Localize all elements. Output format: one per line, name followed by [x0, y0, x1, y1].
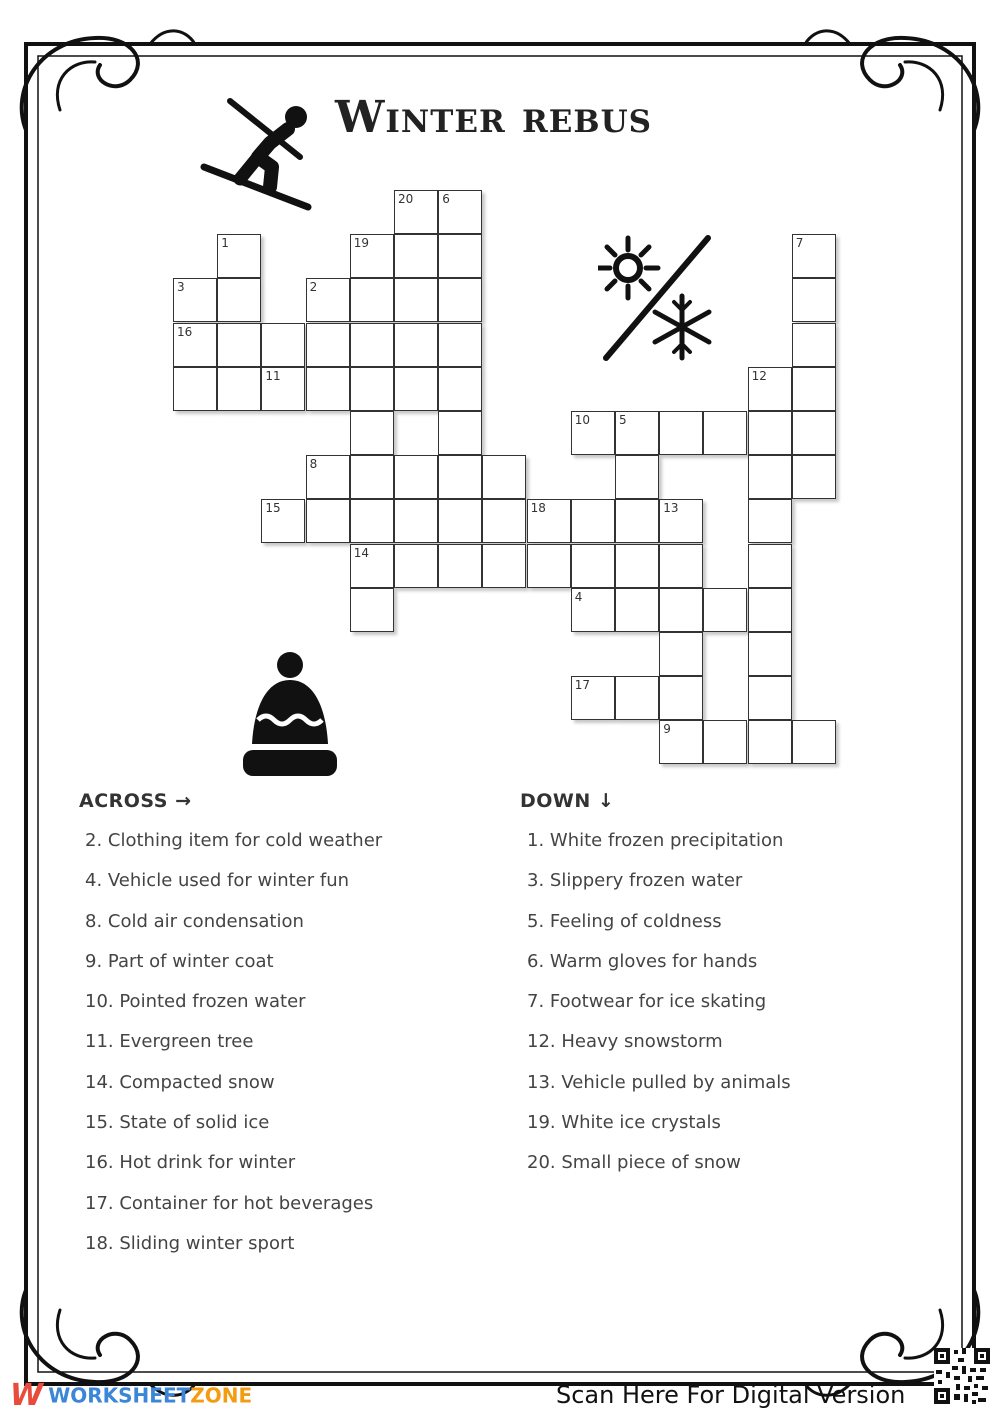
grid-cell[interactable]	[217, 367, 261, 411]
grid-cell[interactable]	[792, 278, 836, 322]
arrow-down-icon: ↓	[597, 790, 615, 812]
across-clue: 9. Part of winter coat	[85, 950, 274, 972]
grid-cell[interactable]	[659, 588, 703, 632]
down-clue: 13. Vehicle pulled by animals	[527, 1071, 791, 1093]
grid-cell-number: 1	[221, 236, 229, 251]
across-clue: 2. Clothing item for cold weather	[85, 830, 383, 851]
grid-cell[interactable]	[748, 367, 792, 411]
grid-cell[interactable]	[703, 720, 747, 764]
grid-cell[interactable]	[394, 544, 438, 588]
grid-cell[interactable]	[306, 323, 350, 367]
grid-cell-number: 15	[265, 501, 281, 516]
sun-snowflake-icon	[598, 232, 716, 364]
grid-cell[interactable]	[659, 411, 703, 455]
worksheetzone-logo[interactable]	[10, 1378, 252, 1413]
grid-cell[interactable]	[306, 367, 350, 411]
grid-cell[interactable]	[748, 676, 792, 720]
down-heading: DOWN ↓	[520, 790, 615, 812]
grid-cell[interactable]	[350, 455, 394, 499]
grid-cell-number: 16	[177, 324, 193, 339]
grid-cell[interactable]	[748, 411, 792, 455]
grid-cell-number: 2	[309, 280, 318, 295]
grid-cell[interactable]	[659, 499, 703, 543]
grid-cell-number: 18	[530, 501, 546, 516]
grid-cell[interactable]	[438, 544, 482, 588]
grid-cell[interactable]	[394, 367, 438, 411]
grid-cell[interactable]	[748, 499, 792, 543]
grid-cell[interactable]	[792, 367, 836, 411]
grid-cell[interactable]	[792, 411, 836, 455]
across-clue: 8. Cold air condensation	[85, 910, 304, 932]
across-clue: 18. Sliding winter sport	[85, 1232, 295, 1254]
grid-cell[interactable]	[394, 278, 438, 322]
grid-cell[interactable]	[571, 676, 615, 720]
grid-cell[interactable]	[350, 499, 394, 543]
down-clue: 7. Footwear for ice skating	[527, 991, 767, 1013]
across-clue: 10. Pointed frozen water	[85, 991, 306, 1013]
grid-cell[interactable]	[350, 588, 394, 632]
grid-cell[interactable]	[659, 720, 703, 764]
grid-cell[interactable]	[173, 323, 217, 367]
grid-cell[interactable]	[792, 455, 836, 499]
grid-cell[interactable]	[438, 323, 482, 367]
across-clue-list	[85, 830, 382, 1273]
grid-cell[interactable]	[748, 544, 792, 588]
grid-cell[interactable]	[792, 720, 836, 764]
grid-cell-number: 8	[309, 457, 318, 472]
grid-cell-number: 11	[265, 368, 281, 383]
down-clue: 1. White frozen precipitation	[527, 830, 784, 851]
grid-cell[interactable]	[306, 455, 350, 499]
grid-cell[interactable]	[527, 499, 571, 543]
scan-text: Scan Here For Digital Version	[556, 1381, 906, 1409]
grid-cell[interactable]	[173, 278, 217, 322]
across-clue: 16. Hot drink for winter	[85, 1152, 296, 1174]
grid-cell[interactable]	[217, 234, 261, 278]
grid-cell-number: 10	[574, 413, 591, 427]
grid-cell[interactable]	[350, 323, 394, 367]
grid-cell[interactable]	[438, 367, 482, 411]
grid-cell[interactable]	[261, 323, 305, 367]
grid-cell[interactable]	[350, 278, 394, 322]
across-clue: 14. Compacted snow	[85, 1071, 275, 1093]
grid-cell[interactable]	[394, 455, 438, 499]
across-clue: 11. Evergreen tree	[85, 1031, 254, 1053]
grid-cell[interactable]	[217, 278, 261, 322]
down-clue: 20. Small piece of snow	[527, 1152, 741, 1174]
winter-hat-icon	[240, 648, 340, 778]
grid-cell-number: 7	[795, 236, 804, 251]
grid-cell[interactable]	[571, 544, 615, 588]
grid-cell[interactable]	[703, 411, 747, 455]
grid-cell[interactable]	[659, 676, 703, 720]
grid-cell[interactable]	[438, 278, 482, 322]
grid-cell[interactable]	[350, 234, 394, 278]
grid-cell[interactable]	[748, 455, 792, 499]
grid-cell[interactable]	[571, 588, 615, 632]
grid-cell-number: 20	[398, 192, 414, 206]
grid-cell-number: 4	[574, 589, 583, 604]
grid-cell-number: 9	[663, 722, 671, 737]
grid-cell[interactable]	[438, 234, 482, 278]
grid-cell[interactable]	[792, 323, 836, 367]
grid-cell[interactable]	[703, 588, 747, 632]
grid-cell[interactable]	[615, 676, 659, 720]
grid-cell[interactable]	[350, 367, 394, 411]
grid-cell[interactable]	[306, 278, 350, 322]
grid-cell[interactable]	[482, 455, 526, 499]
grid-cell[interactable]	[217, 323, 261, 367]
grid-cell-number: 19	[353, 236, 370, 251]
grid-cell[interactable]	[615, 499, 659, 543]
across-clue: 4. Vehicle used for winter fun	[85, 870, 350, 892]
across-clue: 15. State of solid ice	[85, 1112, 270, 1134]
grid-cell[interactable]	[350, 411, 394, 455]
grid-cell[interactable]	[615, 588, 659, 632]
grid-cell[interactable]	[615, 544, 659, 588]
grid-cell[interactable]	[350, 544, 394, 588]
grid-cell[interactable]	[438, 411, 482, 455]
grid-cell[interactable]	[173, 367, 217, 411]
grid-cell-number: 14	[353, 545, 370, 560]
brand-text-worksheet: WORKSHEET	[48, 1383, 191, 1408]
page-title: Winter rebus	[335, 92, 653, 143]
across-clue: 17. Container for hot beverages	[85, 1192, 374, 1214]
grid-cell[interactable]	[748, 720, 792, 764]
down-clue: 6. Warm gloves for hands	[527, 950, 758, 972]
grid-cell[interactable]	[394, 323, 438, 367]
grid-cell[interactable]	[306, 499, 350, 543]
grid-cell[interactable]	[659, 544, 703, 588]
grid-cell-number: 12	[751, 368, 767, 383]
down-clue: 19. White ice crystals	[527, 1112, 721, 1134]
grid-cell[interactable]	[394, 499, 438, 543]
grid-cell-number: 6	[442, 192, 450, 206]
grid-cell[interactable]	[261, 499, 305, 543]
qr-code-icon[interactable]	[934, 1348, 990, 1404]
grid-cell[interactable]	[615, 455, 659, 499]
grid-cell[interactable]	[438, 499, 482, 543]
brand-text-zone: ZONE	[190, 1383, 253, 1408]
down-clue-list	[527, 830, 791, 1193]
grid-cell[interactable]	[659, 632, 703, 676]
grid-cell[interactable]	[438, 455, 482, 499]
grid-cell[interactable]	[748, 632, 792, 676]
grid-cell-number: 13	[663, 501, 679, 516]
grid-cell[interactable]	[394, 234, 438, 278]
grid-cell[interactable]	[394, 190, 438, 234]
skier-icon	[200, 95, 315, 215]
grid-cell[interactable]	[571, 411, 615, 455]
grid-cell[interactable]	[748, 588, 792, 632]
grid-cell[interactable]	[571, 499, 615, 543]
grid-cell[interactable]	[482, 544, 526, 588]
grid-cell-number: 17	[574, 678, 591, 693]
grid-cell-number: 5	[619, 413, 627, 427]
grid-cell[interactable]	[261, 367, 305, 411]
down-clue: 12. Heavy snowstorm	[527, 1031, 723, 1053]
grid-cell[interactable]	[482, 499, 526, 543]
across-heading: ACROSS →	[79, 790, 192, 812]
brand-mark: W	[10, 1378, 44, 1413]
arrow-right-icon: →	[175, 790, 192, 812]
down-clue: 5. Feeling of coldness	[527, 910, 722, 932]
grid-cell[interactable]	[792, 234, 836, 278]
grid-cell[interactable]	[438, 190, 482, 234]
grid-cell-number: 3	[177, 280, 185, 295]
down-clue: 3. Slippery frozen water	[527, 870, 743, 892]
grid-cell[interactable]	[615, 411, 659, 455]
grid-cell[interactable]	[527, 544, 571, 588]
